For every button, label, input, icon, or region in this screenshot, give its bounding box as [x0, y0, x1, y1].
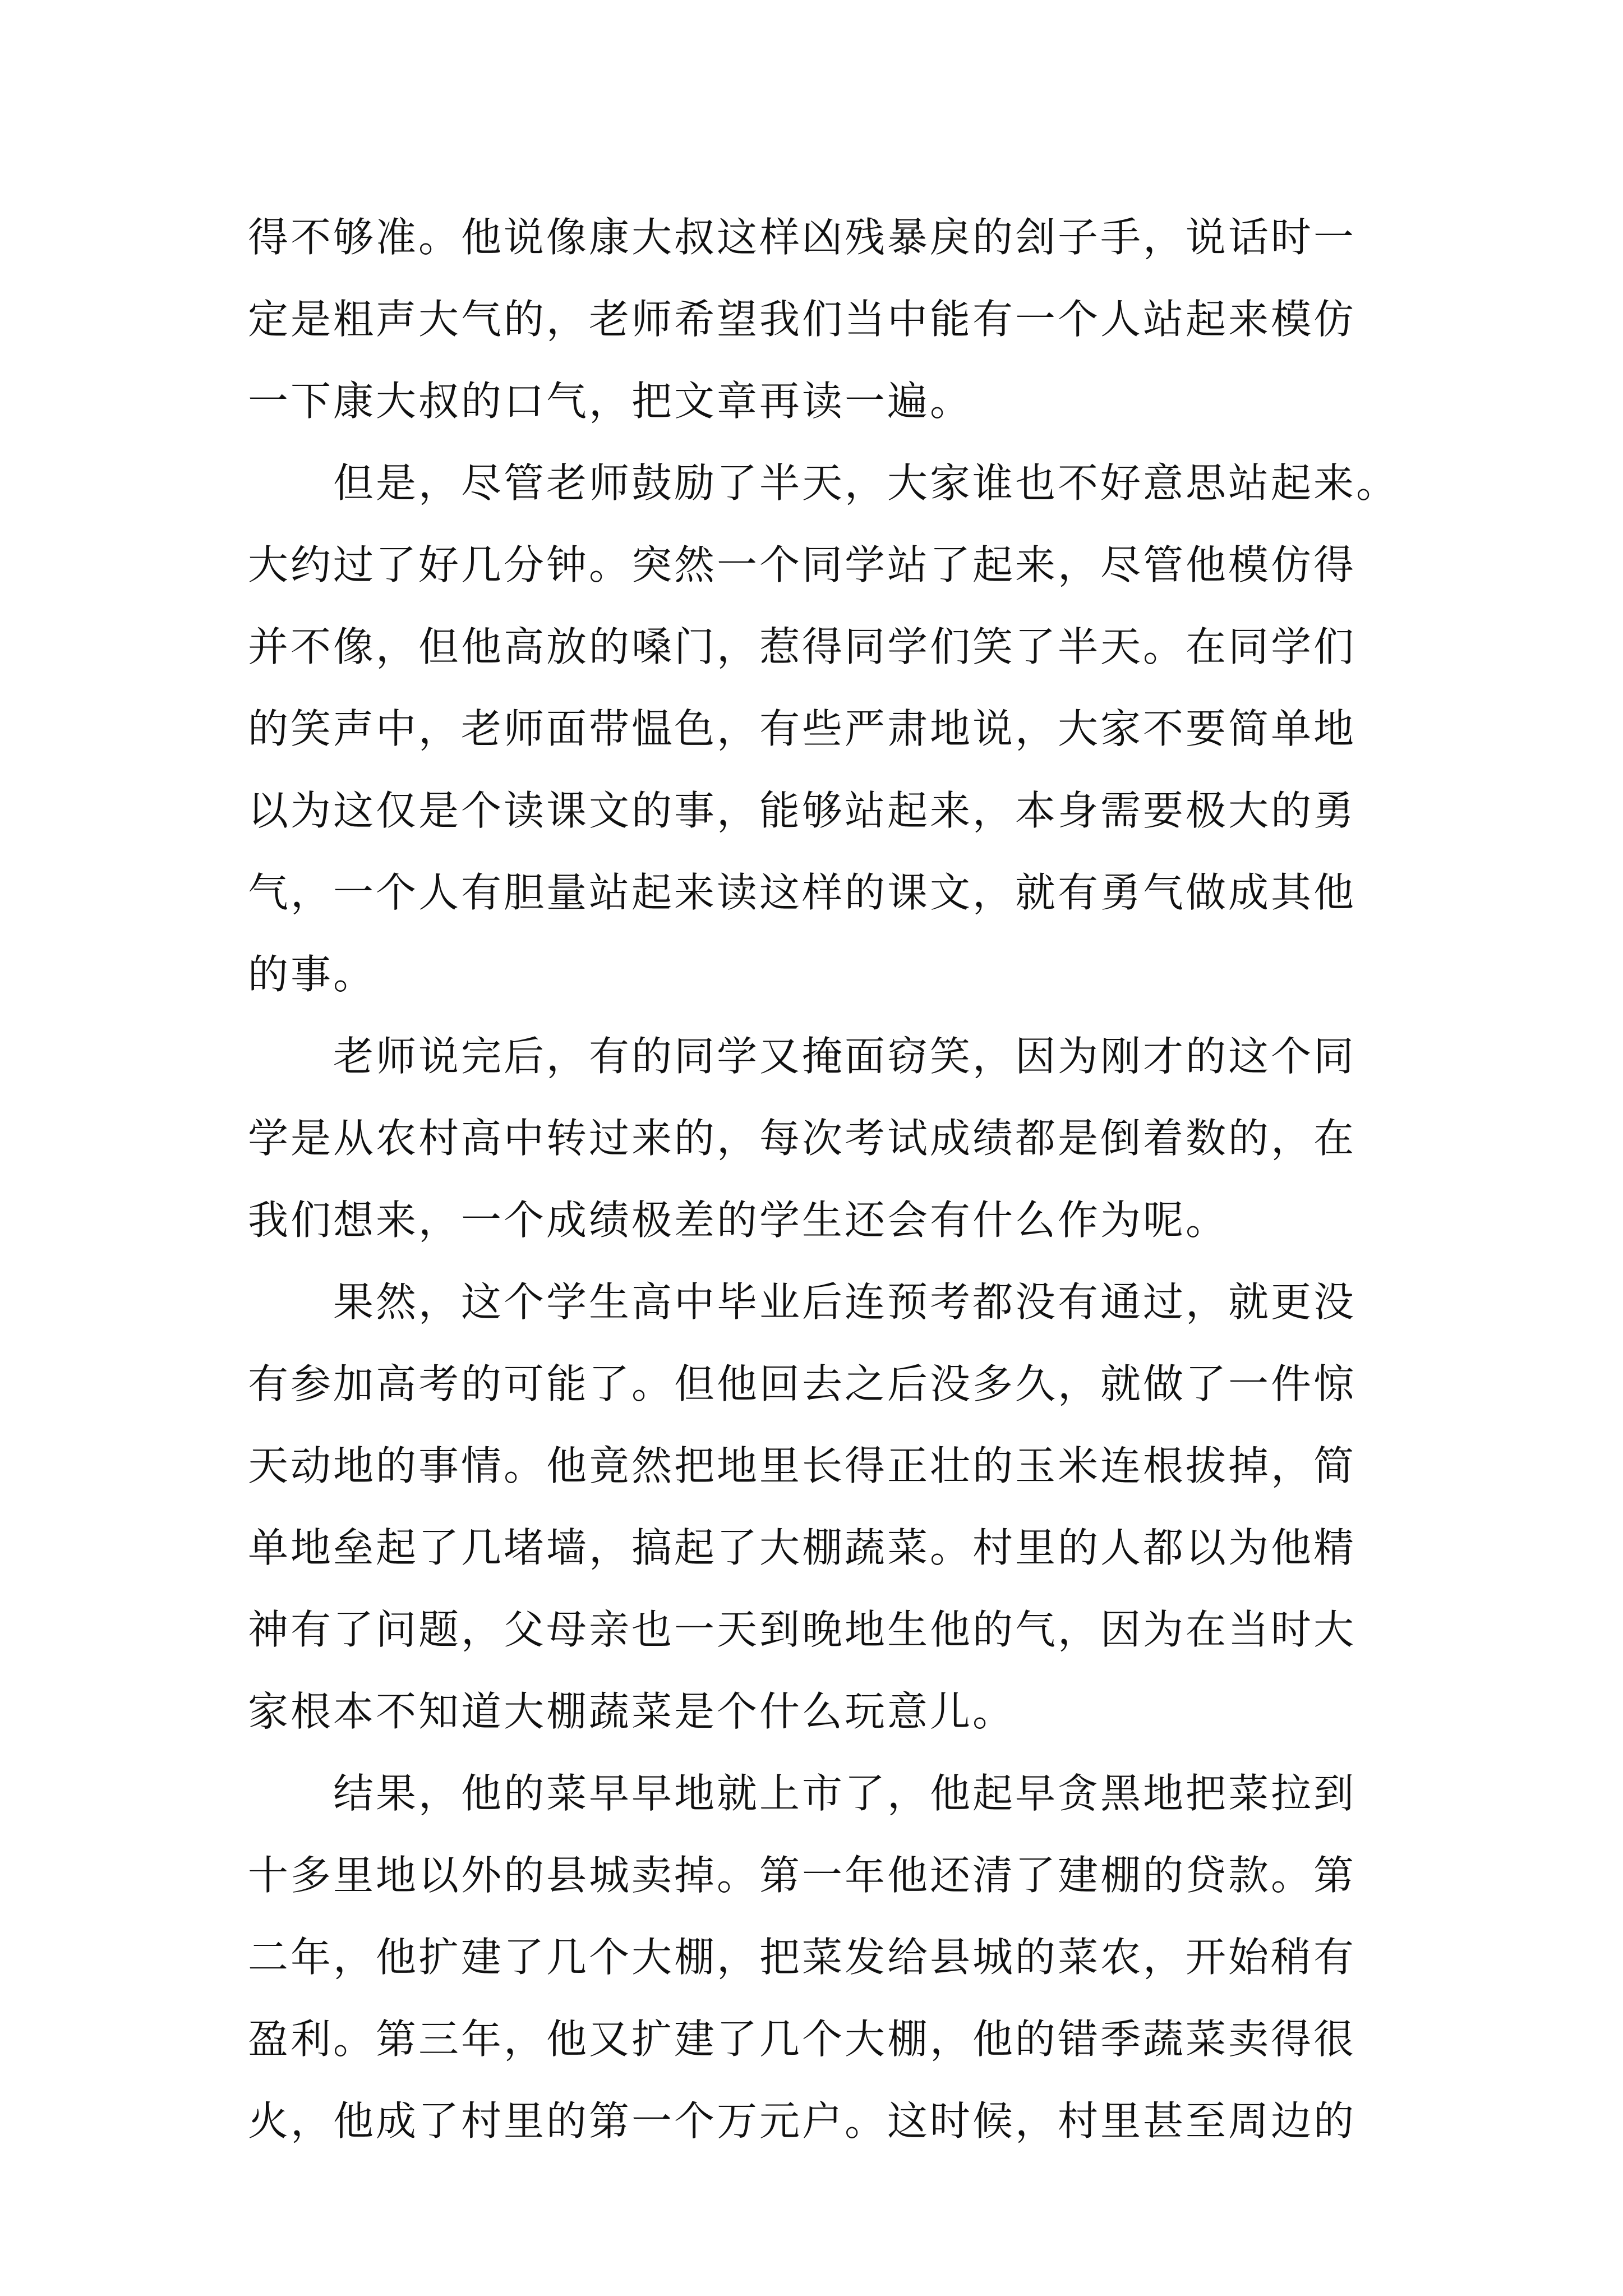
text-line: 二年，他扩建了几个大棚，把菜发给县城的菜农，开始稍有 — [248, 1934, 1357, 1981]
text-line: 我们想来，一个成绩极差的学生还会有什么作为呢。 — [248, 1197, 1229, 1244]
text-line: 的事。 — [248, 951, 376, 998]
text-line: 以为这仅是个读课文的事，能够站起来，本身需要极大的勇 — [248, 787, 1357, 834]
text-line: 有参加高考的可能了。但他回去之后没多久，就做了一件惊 — [248, 1360, 1357, 1407]
text-line: 神有了问题，父母亲也一天到晚地生他的气，因为在当时大 — [248, 1606, 1357, 1653]
text-line: 一下康大叔的口气，把文章再读一遍。 — [248, 378, 973, 425]
text-line: 结果，他的菜早早地就上市了，他起早贪黑地把菜拉到 — [333, 1770, 1357, 1817]
text-line: 老师说完后，有的同学又掩面窃笑，因为刚才的这个同 — [333, 1033, 1357, 1080]
text-line: 家根本不知道大棚蔬菜是个什么玩意儿。 — [248, 1688, 1016, 1735]
text-line: 十多里地以外的县城卖掉。第一年他还清了建棚的贷款。第 — [248, 1852, 1357, 1899]
text-line: 盈利。第三年，他又扩建了几个大棚，他的错季蔬菜卖得很 — [248, 2016, 1357, 2063]
text-line: 的笑声中，老师面带愠色，有些严肃地说，大家不要简单地 — [248, 705, 1357, 752]
body-text — [248, 196, 1399, 2162]
text-line: 大约过了好几分钟。突然一个同学站了起来，尽管他模仿得 — [248, 541, 1357, 588]
text-line: 火，他成了村里的第一个万元户。这时候，村里甚至周边的 — [248, 2097, 1357, 2145]
text-line: 学是从农村高中转过来的，每次考试成绩都是倒着数的，在 — [248, 1115, 1357, 1162]
text-line: 得不够准。他说像康大叔这样凶残暴戾的刽子手，说话时一 — [248, 214, 1357, 261]
text-line: 气，一个人有胆量站起来读这样的课文，就有勇气做成其他 — [248, 869, 1357, 916]
text-line: 定是粗声大气的，老师希望我们当中能有一个人站起来模仿 — [248, 296, 1357, 343]
text-line: 并不像，但他高放的嗓门，惹得同学们笑了半天。在同学们 — [248, 623, 1357, 670]
text-line: 但是，尽管老师鼓励了半天，大家谁也不好意思站起来。 — [333, 459, 1399, 507]
text-line: 果然，这个学生高中毕业后连预考都没有通过，就更没 — [333, 1278, 1357, 1326]
text-line: 天动地的事情。他竟然把地里长得正壮的玉米连根拔掉，简 — [248, 1442, 1357, 1489]
text-line: 单地垒起了几堵墙，搞起了大棚蔬菜。村里的人都以为他精 — [248, 1524, 1357, 1571]
